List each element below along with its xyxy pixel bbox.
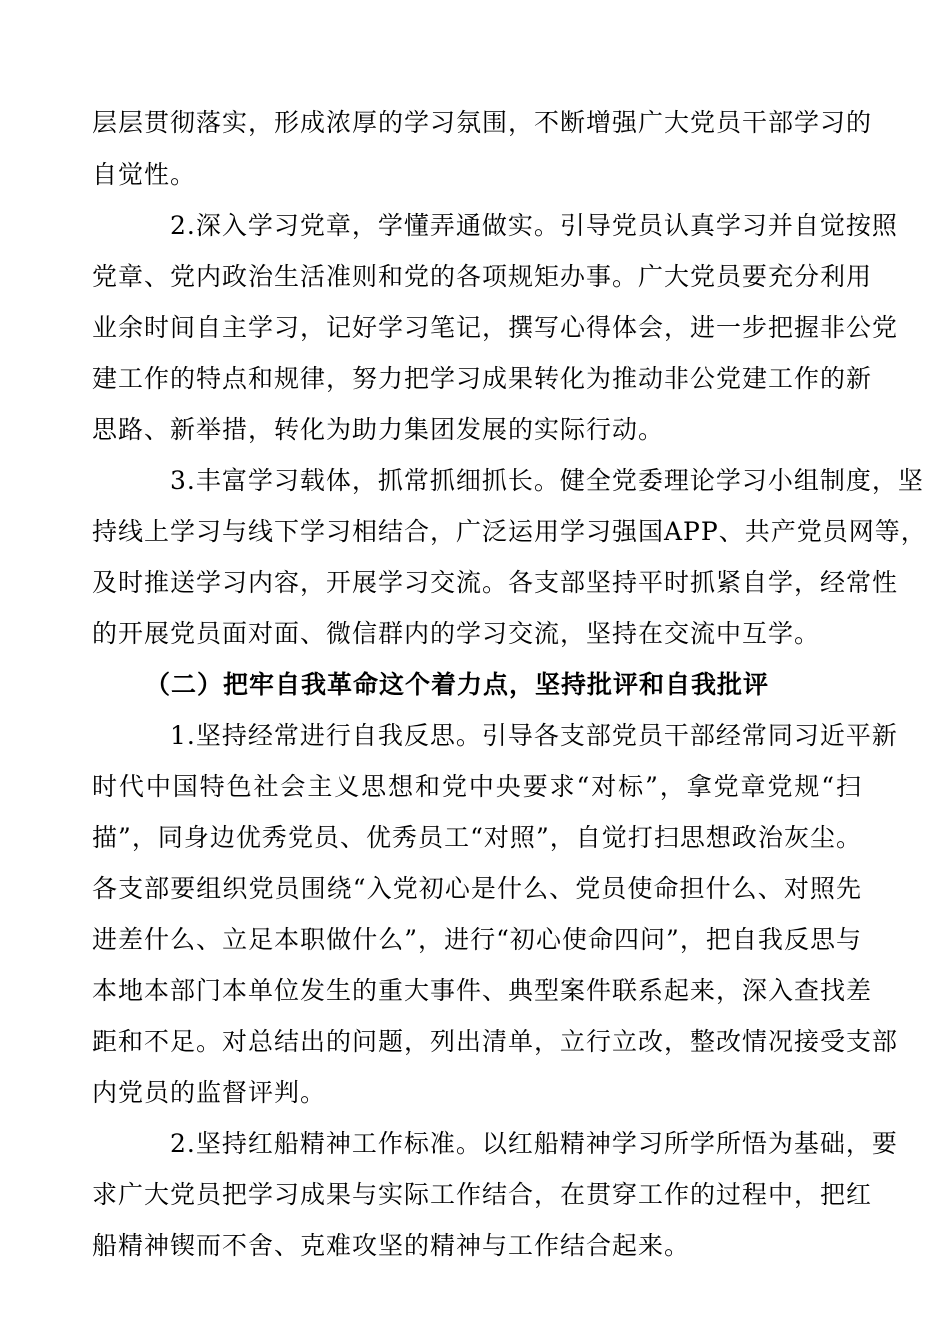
paragraph-line: 求广大党员把学习成果与实际工作结合，在贯穿工作的过程中，把红 — [92, 1180, 873, 1209]
paragraph-line: 时代中国特色社会主义思想和党中央要求“对标”，拿党章党规“扫 — [92, 772, 862, 801]
paragraph-line: 1.坚持经常进行自我反思。引导各支部党员干部经常同习近平新 — [170, 721, 898, 750]
paragraph-line: 距和不足。对总结出的问题，列出清单，立行立改，整改情况接受支部 — [92, 1027, 899, 1056]
paragraph-line: 进差什么、立足本职做什么”，进行“初心使命四问”，把自我反思与 — [92, 925, 862, 954]
paragraph-line: 党章、党内政治生活准则和党的各项规矩办事。广大党员要充分利用 — [92, 262, 873, 291]
paragraph-line: 持线上学习与线下学习相结合，广泛运用学习强国APP、共产党员网等， — [92, 517, 927, 546]
paragraph-line: 及时推送学习内容，开展学习交流。各支部坚持平时抓紧自学，经常性 — [92, 568, 899, 597]
paragraph-line: 描”，同身边优秀党员、优秀员工“对照”，自觉打扫思想政治灰尘。 — [92, 823, 862, 852]
section-heading: （二）把牢自我革命这个着力点，坚持批评和自我批评 — [145, 670, 770, 699]
paragraph-line: 各支部要组织党员围绕“入党初心是什么、党员使命担什么、对照先 — [92, 874, 862, 903]
paragraph-line: 本地本部门本单位发生的重大事件、典型案件联系起来，深入查找差 — [92, 976, 873, 1005]
paragraph-line: 2.深入学习党章，学懂弄通做实。引导党员认真学习并自觉按照 — [170, 211, 898, 240]
paragraph-line: 内党员的监督评判。 — [92, 1078, 327, 1107]
paragraph-line: 业余时间自主学习，记好学习笔记，撰写心得体会，进一步把握非公党 — [92, 313, 899, 342]
paragraph-line: 的开展党员面对面、微信群内的学习交流，坚持在交流中互学。 — [92, 619, 821, 648]
paragraph-line: 船精神锲而不舍、克难攻坚的精神与工作结合起来。 — [92, 1231, 691, 1260]
paragraph-line: 层层贯彻落实，形成浓厚的学习氛围，不断增强广大党员干部学习的 — [92, 108, 873, 137]
paragraph-line: 建工作的特点和规律，努力把学习成果转化为推动非公党建工作的新 — [92, 364, 873, 393]
paragraph-line: 2.坚持红船精神工作标准。以红船精神学习所学所悟为基础，要 — [170, 1129, 898, 1158]
paragraph-line: 思路、新举措，转化为助力集团发展的实际行动。 — [92, 415, 665, 444]
paragraph-line: 3.丰富学习载体，抓常抓细抓长。健全党委理论学习小组制度，坚 — [170, 466, 924, 495]
paragraph-line: 自觉性。 — [92, 160, 197, 189]
